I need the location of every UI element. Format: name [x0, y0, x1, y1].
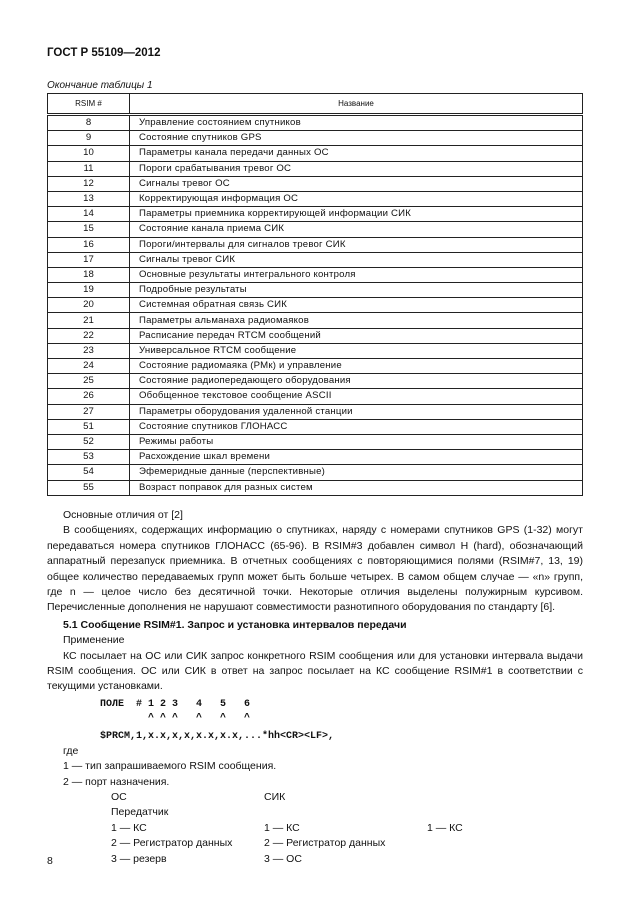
- text-line: 2 — Регистратор данных: [111, 837, 233, 850]
- text-line: 1 — КС: [111, 821, 147, 834]
- rsim-number: 27: [48, 404, 130, 419]
- rsim-number: 10: [48, 146, 130, 161]
- col-label: СИК: [264, 791, 286, 804]
- table-row: [48, 374, 583, 389]
- paragraph: КС посылает на ОС или СИК запрос конкретного RSIM сообщения или для установки интервала выдачи RSIM сообщения. ОС или СИК в ответ на запрос посылает на КС сообщение RSIM#1 в соответствии с текущими установками.: [47, 649, 583, 693]
- rsim-number: 13: [48, 191, 130, 206]
- text-line: 2 — Регистратор данных: [264, 837, 386, 850]
- rsim-name: Состояние канала приема СИК: [130, 222, 583, 237]
- rsim-number: 11: [48, 161, 130, 176]
- table-row: [48, 237, 583, 252]
- text-line: 1 — тип запрашиваемого RSIM сообщения.: [63, 760, 277, 773]
- table-row: [48, 465, 583, 480]
- rsim-number: 22: [48, 328, 130, 343]
- rsim-number: 14: [48, 207, 130, 222]
- table-row: [48, 313, 583, 328]
- table-row: [48, 176, 583, 191]
- text-line: 1 — КС: [427, 821, 463, 834]
- code-line: $PRCM,1,x.x,x,x,x.x,x.x,...*hh<CR><LF>,: [100, 730, 335, 742]
- rsim-number: 19: [48, 283, 130, 298]
- rsim-name: Системная обратная связь СИК: [130, 298, 583, 313]
- table-row: [48, 146, 583, 161]
- column-header-rsim: RSIM #: [48, 94, 130, 115]
- rsim-name: Параметры альманаха радиомаяков: [130, 313, 583, 328]
- rsim-number: 8: [48, 115, 130, 131]
- table-row: [48, 450, 583, 465]
- rsim-name: Универсальное RTCM сообщение: [130, 343, 583, 358]
- table-row: [48, 328, 583, 343]
- rsim-name: Основные результаты интегрального контроля: [130, 267, 583, 282]
- table-row: [48, 343, 583, 358]
- table-row: [48, 115, 583, 131]
- rsim-name: Подробные результаты: [130, 283, 583, 298]
- rsim-name: Состояние радиопередающего оборудования: [130, 374, 583, 389]
- table-row: [48, 434, 583, 449]
- paragraph: Основные отличия от [2]: [63, 509, 183, 521]
- table-row: [48, 359, 583, 374]
- rsim-name: Пороги срабатывания тревог ОС: [130, 161, 583, 176]
- rsim-name: Состояние спутников GPS: [130, 131, 583, 146]
- table-row: [48, 404, 583, 419]
- rsim-number: 21: [48, 313, 130, 328]
- col-label: ОС: [111, 791, 127, 804]
- page-number: 8: [47, 855, 53, 867]
- text-line: 3 — ОС: [264, 852, 302, 865]
- paragraph: Применение: [63, 634, 125, 647]
- table-row: [48, 222, 583, 237]
- rsim-number: 53: [48, 450, 130, 465]
- rsim-name: Обобщенное текстовое сообщение ASCII: [130, 389, 583, 404]
- rsim-name: Сигналы тревог ОС: [130, 176, 583, 191]
- rsim-number: 16: [48, 237, 130, 252]
- rsim-name: Возраст поправок для разных систем: [130, 480, 583, 495]
- rsim-number: 54: [48, 465, 130, 480]
- table-row: [48, 480, 583, 495]
- table-row: [48, 161, 583, 176]
- rsim-number: 52: [48, 434, 130, 449]
- table-row: [48, 191, 583, 206]
- rsim-name: Состояние спутников ГЛОНАСС: [130, 419, 583, 434]
- rsim-number: 51: [48, 419, 130, 434]
- column-header-name: Название: [130, 94, 583, 115]
- rsim-number: 55: [48, 480, 130, 495]
- text-line: 2 — порт назначения.: [63, 775, 170, 788]
- rsim-name: Сигналы тревог СИК: [130, 252, 583, 267]
- rsim-name: Эфемеридные данные (перспективные): [130, 465, 583, 480]
- code-line: ПОЛЕ # 1 2 3 4 5 6: [100, 698, 251, 710]
- rsim-name: Пороги/интервалы для сигналов тревог СИК: [130, 237, 583, 252]
- table-row: [48, 207, 583, 222]
- paragraph: В сообщениях, содержащих информацию о спутниках, наряду с номерами спутников GPS (1-32) могут передаваться номера спутников ГЛОНАСС (65-96). В RSIM#3 добавлен символ H (hard), обозначающий аппаратный перезапуск приемника. В отчетных сообщениях с повторяющимися полями (RSIM#7, 13, 19) общее количество передаваемых групп может быть больше четырех. В самом общем случае — «n» групп, где n — целое число без десятичной точки. Некоторые отличия выделены полужирным курсивом. Перечисленные дополнения не нарушают совместимости разнотипного оборудования по стандарту [6].: [47, 524, 583, 614]
- rsim-number: 12: [48, 176, 130, 191]
- rsim-number: 17: [48, 252, 130, 267]
- rsim-number: 26: [48, 389, 130, 404]
- section-heading: 5.1 Сообщение RSIM#1. Запрос и установка интервалов передачи: [63, 618, 407, 631]
- rsim-name: Расхождение шкал времени: [130, 450, 583, 465]
- text-line: где: [63, 744, 79, 757]
- table-caption: Окончание таблицы 1: [47, 80, 153, 91]
- rsim-name: Состояние радиомаяка (РМк) и управление: [130, 359, 583, 374]
- rsim-number: 18: [48, 267, 130, 282]
- rsim-number: 24: [48, 359, 130, 374]
- rsim-name: Параметры оборудования удаленной станции: [130, 404, 583, 419]
- text-line: Передатчик: [111, 806, 169, 819]
- rsim-number: 9: [48, 131, 130, 146]
- rsim-name: Расписание передач RTCM сообщений: [130, 328, 583, 343]
- rsim-number: 25: [48, 374, 130, 389]
- rsim-name: Режимы работы: [130, 434, 583, 449]
- rsim-name: Параметры приемника корректирующей информации СИК: [130, 207, 583, 222]
- rsim-name: Параметры канала передачи данных ОС: [130, 146, 583, 161]
- rsim-name: Корректирующая информация ОС: [130, 191, 583, 206]
- document-header: ГОСТ Р 55109—2012: [47, 47, 161, 59]
- rsim-number: 23: [48, 343, 130, 358]
- table-row: [48, 252, 583, 267]
- table-row: [48, 298, 583, 313]
- code-line: ^ ^ ^ ^ ^ ^: [100, 712, 251, 724]
- table-row: [48, 283, 583, 298]
- table-row: [48, 419, 583, 434]
- rsim-table: [47, 93, 583, 496]
- text-line: 3 — резерв: [111, 852, 167, 865]
- text-line: 1 — КС: [264, 821, 300, 834]
- rsim-number: 15: [48, 222, 130, 237]
- table-row: [48, 389, 583, 404]
- table-row: [48, 131, 583, 146]
- table-row: [48, 267, 583, 282]
- rsim-number: 20: [48, 298, 130, 313]
- body-text: [47, 508, 583, 867]
- rsim-name: Управление состоянием спутников: [130, 115, 583, 131]
